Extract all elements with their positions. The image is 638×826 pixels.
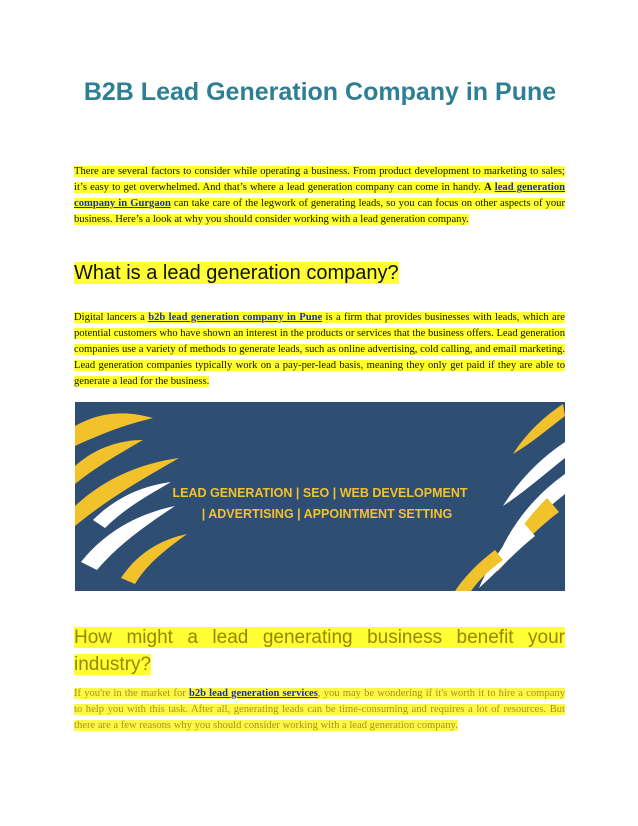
section2-text-before: If you're in the market for — [74, 688, 189, 699]
section2-text-after: , you may be wondering if it's worth it to hire a company to help you with this task. After all, generating leads can be time-consuming and requires a lot of resources. But there are a few reasons why you should consider working with a lead generation company. — [74, 688, 565, 731]
link-lead-generation-gurgaon[interactable]: lead generation company in Gurgaon — [74, 182, 566, 209]
page-title: B2B Lead Generation Company in Pune — [83, 78, 557, 106]
link-b2b-lead-generation-pune[interactable]: b2b lead generation company in Pune — [148, 312, 323, 323]
section1-heading: What is a lead generation company? — [74, 262, 399, 284]
banner-line-1: LEAD GENERATION | SEO | WEB DEVELOPMENT — [172, 486, 468, 500]
section1-text-before: Digital lancers a — [74, 312, 149, 323]
link-b2b-lead-generation-services[interactable]: b2b lead generation services — [188, 688, 318, 699]
intro-text-after: can take care of the legwork of generating leads, so you can focus on other aspects of your business. Here’s a look at why you should consider working with a lead generation company. — [74, 198, 566, 225]
intro-paragraph — [74, 164, 565, 228]
section1-text-after: is a firm that provides businesses with leads, which are potential customers who have shown an interest in the products or services that the business offers. Lead generation companies use a variety of methods to generate leads, such as online advertising, cold calling, and email marketing. Lead generation companies typically work on a pay-per-lead basis, meaning they only get paid if they are able to generate a lead for the business. — [74, 312, 565, 387]
intro-text-before: There are several factors to consider while operating a business. From product development to marketing to sales; it’s easy to get overwhelmed. And that’s where a lead generation company can come in handy. — [74, 166, 565, 193]
services-banner-image — [75, 402, 565, 591]
intro-bold-a: A — [483, 182, 492, 193]
section1-paragraph — [74, 310, 565, 390]
section2-heading: How might a lead generating business benefit your industry? — [74, 627, 565, 675]
section2-paragraph — [74, 686, 565, 734]
banner-line-2: | ADVERTISING | APPOINTMENT SETTING — [201, 507, 453, 521]
